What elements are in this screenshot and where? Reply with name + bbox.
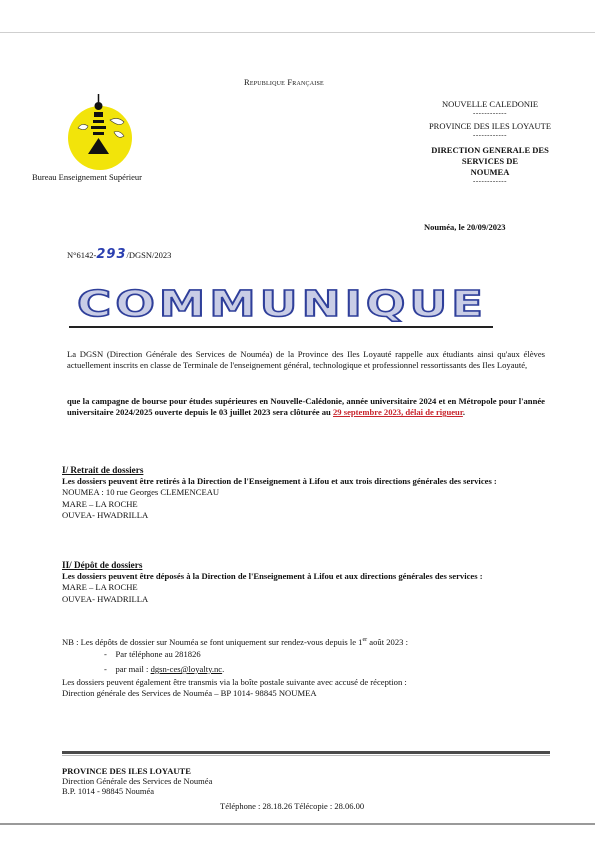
mail-label: par mail : — [115, 664, 151, 674]
section-retrait — [62, 465, 532, 521]
mail-end: . — [222, 664, 225, 674]
title-underline — [69, 326, 493, 328]
footer-line2: Direction Générale des Services de Nouméa — [62, 776, 213, 787]
separator: ------------ — [473, 131, 507, 139]
nouvelle-caledonie-label: NOUVELLE CALEDONIE — [441, 99, 539, 109]
ref-suffix: /DGSN/2023 — [126, 250, 172, 260]
footer-rule-thin — [62, 755, 550, 756]
nb-text: NB : Les dépôts de dossier sur Nouméa se font uniquement sur rendez-vous depuis le 1 — [62, 636, 363, 647]
reference-number — [67, 247, 171, 262]
nb-text-after: août 2023 : — [367, 636, 408, 647]
campaign-paragraph — [67, 396, 545, 418]
postal-line1: Les dossiers peuvent également être transmis via la boîte postale suivante avec accusé de réception : — [62, 677, 407, 687]
title-text: COMMUNIQUE — [77, 284, 487, 325]
nb-paragraph — [62, 635, 552, 648]
right-header — [392, 99, 588, 185]
footer-phone: Téléphone : 28.18.26 Télécopie : 28.06.00 — [220, 801, 365, 811]
phone-text: Par téléphone au 281826 — [115, 649, 201, 659]
separator: ------------ — [473, 177, 507, 185]
section1-heading: I/ Retrait de dossiers — [62, 465, 144, 475]
deadline-text: 29 septembre 2023, délai de rigueur — [332, 407, 463, 418]
ref-handwritten-number: 293 — [96, 247, 127, 262]
republique-label: Republique Française — [244, 77, 324, 87]
document-date: Nouméa, le 20/09/2023 — [424, 222, 506, 232]
list-item: OUVEA- HWADRILLA — [62, 509, 149, 520]
direction-line1: DIRECTION GENERALE DES — [431, 145, 549, 155]
footer-rule — [62, 751, 550, 754]
direction-line2: SERVICES DE — [461, 156, 519, 166]
province-label: PROVINCE DES ILES LOYAUTE — [428, 121, 552, 131]
communique-title — [72, 284, 492, 326]
nb-sup: er — [362, 637, 368, 643]
postal-line2: Direction générale des Services de Nouméa – BP 1014- 98845 NOUMEA — [62, 688, 317, 699]
mail-link[interactable]: dgsn-ces@loyalty.nc — [150, 664, 223, 674]
section1-text: Les dossiers peuvent être retirés à la Direction de l'Enseignement à Lifou et aux trois directions générales des services : — [62, 476, 497, 487]
list-item: OUVEA- HWADRILLA — [62, 593, 149, 604]
ref-prefix: N°6142- — [67, 250, 97, 260]
list-item: NOUMEA : 10 rue Georges CLEMENCEAU — [62, 487, 220, 498]
intro-paragraph: La DGSN (Direction Générale des Services de Nouméa) de la Province des Iles Loyauté rappelle aux étudiants ainsi qu'aux élèves actuellement inscrits en classe de Terminale de l'enseignement général, technologique et professionnel ressortissants des Iles Loyauté, — [67, 349, 545, 371]
bullet-mail: - par mail : dgsn-ces@loyalty.nc. — [104, 664, 225, 674]
separator: ------------ — [473, 109, 507, 117]
list-item: MARE – LA ROCHE — [62, 498, 138, 509]
bureau-label: Bureau Enseignement Supérieur — [32, 172, 142, 182]
campaign-text: que la campagne de bourse pour études supérieures en Nouvelle-Calédonie, année universitaire 2024 et en Métropole pour l'année universitaire 2024/2025 ouverte depuis le 03 juillet 2023 sera clôturée au — [67, 396, 545, 418]
province-logo-icon — [62, 92, 140, 172]
top-rule — [0, 32, 595, 33]
list-item: MARE – LA ROCHE — [62, 582, 138, 593]
section-depot — [62, 560, 552, 605]
bottom-rule — [0, 823, 595, 825]
footer-line3: B.P. 1014 - 98845 Nouméa — [62, 786, 155, 797]
campaign-end: . — [462, 407, 465, 418]
bullet-phone: - Par téléphone au 281826 — [104, 649, 201, 659]
footer-address — [62, 766, 212, 797]
section2-text: Les dossiers peuvent être déposés à la Direction de l'Enseignement à Lifou et aux directions générales des services : — [62, 571, 483, 582]
section2-heading: II/ Dépôt de dossiers — [62, 560, 143, 570]
footer-org: PROVINCE DES ILES LOYAUTE — [62, 766, 191, 776]
direction-line3: NOUMEA — [470, 167, 510, 177]
postal-text — [62, 677, 552, 699]
